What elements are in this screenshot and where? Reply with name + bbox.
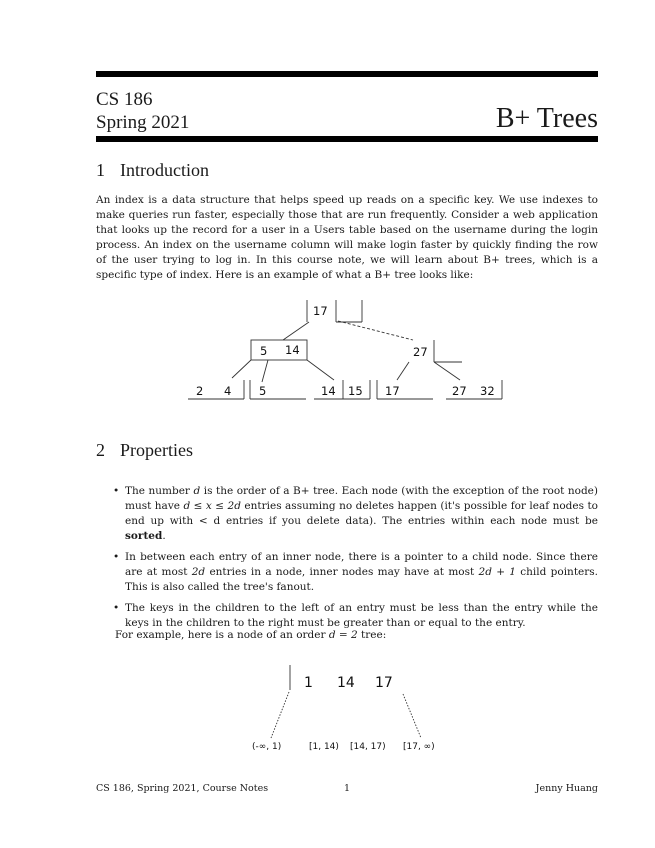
inner-left-key: 14 xyxy=(285,343,300,357)
range-label: [17, ∞) xyxy=(403,742,435,752)
list-item: • In between each entry of an inner node, there is a pointer to a child node. Since there are at most 2d entries in a node, inner nodes may have at most 2d + 1 child pointers. This is also called the tree's fanout. xyxy=(113,550,598,595)
example-sentence: For example, here is a node of an order d = 2 tree: xyxy=(115,629,387,641)
section-title: Properties xyxy=(120,440,193,460)
bplus-tree-diagram xyxy=(0,294,655,414)
header-rule xyxy=(96,136,598,142)
document-title: B+ Trees xyxy=(495,103,598,134)
leaf-key: 14 xyxy=(321,384,336,398)
footer-left: CS 186, Spring 2021, Course Notes xyxy=(96,783,269,794)
course-term: Spring 2021 xyxy=(96,112,190,133)
leaf-key: 2 xyxy=(196,384,204,398)
course-header xyxy=(96,88,189,134)
section-number: 2 xyxy=(96,440,105,460)
section-heading-introduction xyxy=(96,160,209,181)
intro-paragraph: An index is a data structure that helps speed up reads on a specific key. We use indexes to make queries run faster, especially those that are run frequently. Consider a web application that looks up the record for a user in a Users table based on the username during the login process. An index on the username column will make login faster by quickly finding the row of the user trying to log in. In this course note, we will learn about B+ trees, which is a specific type of index. Here is an example of what a B+ tree looks like: xyxy=(96,194,598,281)
root-key: 17 xyxy=(313,304,328,318)
leaf-key: 32 xyxy=(480,384,495,398)
range-label: [14, 17) xyxy=(350,742,386,752)
order-2-node-diagram xyxy=(0,660,655,760)
section-number: 1 xyxy=(96,160,105,180)
leaf-key: 17 xyxy=(385,384,400,398)
list-item: • The keys in the children to the left of an entry must be less than the entry while the keys in the children to the right must be greater than or equal to the entry. xyxy=(113,601,598,631)
properties-list xyxy=(113,484,598,637)
section-title: Introduction xyxy=(120,160,209,180)
page-number: 1 xyxy=(344,783,351,794)
course-name: CS 186 xyxy=(96,89,153,110)
leaf-key: 15 xyxy=(348,384,363,398)
node-key: 1 xyxy=(304,675,313,691)
leaf-key: 4 xyxy=(224,384,232,398)
list-item: • The number d is the order of a B+ tree. Each node (with the exception of the root node) must have d ≤ x ≤ 2d entries assuming no deletes happen (it's possible for leaf nodes to end up with < d entries if you delete data). The entries within each node must be sorted. xyxy=(113,484,598,544)
top-rule xyxy=(96,71,598,77)
footer-right: Jenny Huang xyxy=(535,783,598,794)
range-label: (-∞, 1) xyxy=(252,742,282,752)
inner-right-key: 27 xyxy=(413,345,428,359)
leaf-key: 5 xyxy=(259,384,267,398)
section-heading-properties xyxy=(96,440,193,461)
leaf-key: 27 xyxy=(452,384,467,398)
node-key: 14 xyxy=(337,675,355,691)
range-label: [1, 14) xyxy=(309,742,339,752)
inner-left-key: 5 xyxy=(260,344,268,358)
node-key: 17 xyxy=(375,675,393,691)
